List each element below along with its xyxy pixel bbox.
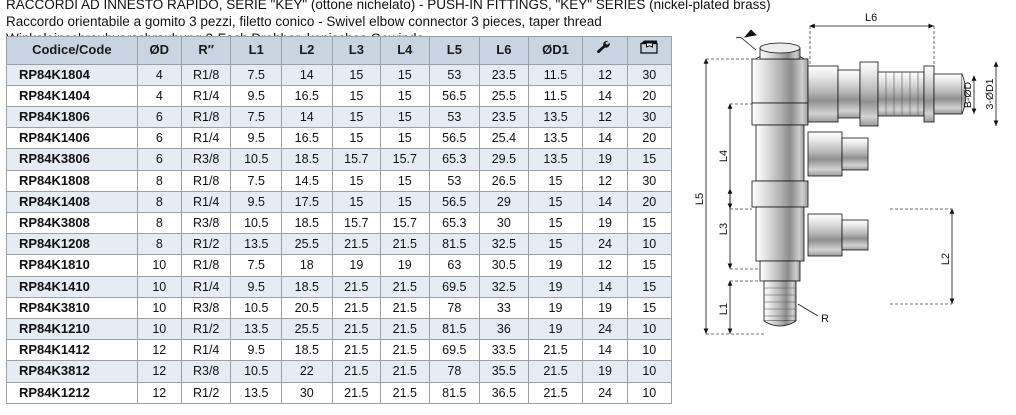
table-row [7, 85, 672, 106]
cell-l6: 23.5 [480, 106, 528, 127]
cell-l3: 15 [332, 64, 380, 85]
dim-label-od1: 3-ØD1 [984, 78, 996, 110]
cell-l2: 14.5 [282, 170, 333, 191]
cell-l5: 69.5 [429, 340, 480, 361]
col-header-l5: L5 [429, 37, 480, 65]
col-header-l4: L4 [381, 37, 429, 65]
cell-l4: 15.7 [381, 212, 429, 233]
cell-box: 30 [627, 106, 671, 127]
cell-wrench: 12 [583, 255, 627, 276]
table-row [7, 170, 672, 191]
cell-l4: 15 [381, 64, 429, 85]
cell-r: R3/8 [181, 361, 231, 382]
cell-od1: 21.5 [528, 340, 583, 361]
cell-l2: 18.5 [282, 149, 333, 170]
cell-box: 10 [627, 340, 671, 361]
table-row [7, 297, 672, 318]
cell-l5: 56.5 [429, 85, 480, 106]
cell-box: 10 [627, 382, 671, 403]
col-header-wrench [583, 37, 627, 65]
cell-code: RP84K3806 [7, 149, 138, 170]
table-row [7, 255, 672, 276]
cell-l5: 53 [429, 64, 480, 85]
cell-box: 15 [627, 276, 671, 297]
cell-box: 20 [627, 191, 671, 212]
cell-od1: 19 [528, 319, 583, 340]
cell-l4: 15 [381, 170, 429, 191]
cell-wrench: 14 [583, 340, 627, 361]
table-row [7, 319, 672, 340]
col-header-code: Codice/Code [7, 37, 138, 65]
cell-l5: 81.5 [429, 234, 480, 255]
cell-l5: 78 [429, 361, 480, 382]
cell-od: 8 [137, 234, 181, 255]
cell-l6: 36.5 [480, 382, 528, 403]
cell-l4: 15 [381, 128, 429, 149]
spec-table [6, 36, 672, 404]
dim-label-od: B-ØD [962, 81, 974, 109]
cell-box: 30 [627, 64, 671, 85]
cell-l4: 15 [381, 106, 429, 127]
cell-od: 6 [137, 149, 181, 170]
cell-wrench: 19 [583, 149, 627, 170]
cell-od1: 15 [528, 191, 583, 212]
cell-l1: 7.5 [231, 64, 282, 85]
cell-l3: 15.7 [332, 212, 380, 233]
cell-od1: 13.5 [528, 149, 583, 170]
cell-r: R1/2 [181, 382, 231, 403]
cell-r: R1/4 [181, 85, 231, 106]
cell-box: 15 [627, 297, 671, 318]
cell-r: R3/8 [181, 297, 231, 318]
cell-od1: 21.5 [528, 361, 583, 382]
heading-line-description: Raccordo orientabile a gomito 3 pezzi, filetto conico - Swivel elbow connector 3 pieces, taper thread [6, 14, 602, 29]
cell-l5: 65.3 [429, 149, 480, 170]
cell-l1: 10.5 [231, 149, 282, 170]
cell-l1: 13.5 [231, 319, 282, 340]
cell-l5: 81.5 [429, 382, 480, 403]
cell-l4: 21.5 [381, 234, 429, 255]
cell-l1: 7.5 [231, 106, 282, 127]
cell-l5: 78 [429, 297, 480, 318]
dim-label-l6: L6 [865, 12, 878, 24]
cell-l6: 26.5 [480, 170, 528, 191]
cell-box: 10 [627, 319, 671, 340]
cell-l6: 35.5 [480, 361, 528, 382]
table-row [7, 191, 672, 212]
cell-l1: 13.5 [231, 234, 282, 255]
cell-box: 15 [627, 149, 671, 170]
cell-l2: 18 [282, 255, 333, 276]
cell-code: RP84K3808 [7, 212, 138, 233]
table-row [7, 382, 672, 403]
drawing-svg [690, 4, 1012, 404]
cell-l3: 21.5 [332, 340, 380, 361]
cell-l6: 29.5 [480, 149, 528, 170]
cell-l6: 23.5 [480, 64, 528, 85]
cell-code: RP84K1810 [7, 255, 138, 276]
cell-code: RP84K3812 [7, 361, 138, 382]
cell-od1: 13.5 [528, 128, 583, 149]
cell-code: RP84K1404 [7, 85, 138, 106]
cell-l3: 21.5 [332, 319, 380, 340]
cell-r: R1/2 [181, 319, 231, 340]
cell-l2: 14 [282, 64, 333, 85]
cell-od1: 13.5 [528, 106, 583, 127]
cell-od1: 19 [528, 297, 583, 318]
cell-code: RP84K3810 [7, 297, 138, 318]
cell-l1: 10.5 [231, 361, 282, 382]
dim-label-l4: L4 [718, 149, 730, 163]
cell-l1: 9.5 [231, 128, 282, 149]
cell-l2: 17.5 [282, 191, 333, 212]
cell-l2: 16.5 [282, 85, 333, 106]
cell-wrench: 24 [583, 234, 627, 255]
table-row [7, 340, 672, 361]
cell-wrench: 12 [583, 106, 627, 127]
cell-l3: 15.7 [332, 149, 380, 170]
cell-l2: 22 [282, 361, 333, 382]
col-header-od: ØD [137, 37, 181, 65]
dim-label-r: R [821, 313, 829, 325]
cell-l2: 25.5 [282, 319, 333, 340]
dim-od1 [984, 62, 996, 126]
cell-l4: 15.7 [381, 149, 429, 170]
cell-l2: 14 [282, 106, 333, 127]
cell-od1: 11.5 [528, 85, 583, 106]
cell-r: R1/4 [181, 340, 231, 361]
cell-l5: 56.5 [429, 191, 480, 212]
cell-l5: 53 [429, 170, 480, 191]
cell-wrench: 19 [583, 212, 627, 233]
cell-l5: 69.5 [429, 276, 480, 297]
cell-box: 15 [627, 212, 671, 233]
cell-l5: 63 [429, 255, 480, 276]
cell-wrench: 14 [583, 276, 627, 297]
cell-od: 8 [137, 170, 181, 191]
cell-box: 15 [627, 255, 671, 276]
cell-wrench: 19 [583, 361, 627, 382]
table-row [7, 276, 672, 297]
cell-od: 8 [137, 212, 181, 233]
heading-line-italian-english: RACCORDI AD INNESTO RAPIDO, SERIE "KEY" (ottone nichelato) - PUSH-IN FITTINGS, "KEY" SERIES (nickel-plated brass) [6, 0, 771, 12]
cell-od: 8 [137, 191, 181, 212]
cell-l2: 30 [282, 382, 333, 403]
cell-l4: 21.5 [381, 340, 429, 361]
cell-od: 4 [137, 85, 181, 106]
cell-r: R1/8 [181, 106, 231, 127]
cell-wrench: 14 [583, 128, 627, 149]
cell-l4: 21.5 [381, 319, 429, 340]
cell-code: RP84K1208 [7, 234, 138, 255]
dim-label-l5: L5 [694, 192, 706, 206]
cell-l2: 18.5 [282, 212, 333, 233]
cell-l4: 21.5 [381, 297, 429, 318]
dim-label-l3: L3 [718, 222, 730, 236]
cell-wrench: 19 [583, 297, 627, 318]
cell-code: RP84K1806 [7, 106, 138, 127]
table-row [7, 64, 672, 85]
cell-od: 12 [137, 340, 181, 361]
col-header-l1: L1 [231, 37, 282, 65]
cell-r: R1/2 [181, 234, 231, 255]
cell-l5: 53 [429, 106, 480, 127]
cell-od1: 15 [528, 170, 583, 191]
cell-l6: 32.5 [480, 276, 528, 297]
cell-l6: 25.4 [480, 128, 528, 149]
cell-l5: 65.3 [429, 212, 480, 233]
cell-code: RP84K1406 [7, 128, 138, 149]
cell-l3: 21.5 [332, 234, 380, 255]
col-header-l3: L3 [332, 37, 380, 65]
cell-box: 10 [627, 234, 671, 255]
table-header-row [7, 37, 672, 65]
cell-l4: 15 [381, 85, 429, 106]
cell-l1: 7.5 [231, 255, 282, 276]
cell-l4: 19 [381, 255, 429, 276]
cell-l3: 15 [332, 106, 380, 127]
cell-od1: 15 [528, 234, 583, 255]
cell-r: R3/8 [181, 212, 231, 233]
cell-l5: 81.5 [429, 319, 480, 340]
cell-l6: 33 [480, 297, 528, 318]
cell-code: RP84K1210 [7, 319, 138, 340]
dim-l6 [810, 12, 934, 64]
cell-l3: 15 [332, 128, 380, 149]
cell-l2: 25.5 [282, 234, 333, 255]
cell-od1: 21.5 [528, 382, 583, 403]
cell-l6: 32.5 [480, 234, 528, 255]
col-header-r: R″ [181, 37, 231, 65]
cell-od: 10 [137, 297, 181, 318]
cell-l1: 13.5 [231, 382, 282, 403]
cell-wrench: 12 [583, 64, 627, 85]
dim-l2 [890, 209, 952, 304]
cell-od1: 11.5 [528, 64, 583, 85]
technical-drawing [690, 4, 1012, 404]
cell-l6: 29 [480, 191, 528, 212]
cell-l3: 15 [332, 85, 380, 106]
cell-code: RP84K1408 [7, 191, 138, 212]
cell-code: RP84K1212 [7, 382, 138, 403]
cell-l1: 9.5 [231, 276, 282, 297]
fitting-body [736, 30, 966, 326]
table-body [7, 64, 672, 403]
cell-r: R1/8 [181, 64, 231, 85]
dim-label-l2: L2 [940, 252, 952, 266]
cell-wrench: 14 [583, 85, 627, 106]
spec-table-wrapper [6, 36, 672, 404]
cell-l5: 56.5 [429, 128, 480, 149]
cell-l4: 21.5 [381, 361, 429, 382]
table-row [7, 128, 672, 149]
cell-r: R1/4 [181, 276, 231, 297]
cell-code: RP84K1410 [7, 276, 138, 297]
col-header-l2: L2 [282, 37, 333, 65]
cell-od: 12 [137, 361, 181, 382]
table-row [7, 212, 672, 233]
cell-l3: 19 [332, 255, 380, 276]
cell-l3: 15 [332, 170, 380, 191]
cell-box: 20 [627, 128, 671, 149]
cell-l1: 10.5 [231, 212, 282, 233]
cell-od1: 19 [528, 255, 583, 276]
cell-l6: 30.5 [480, 255, 528, 276]
cell-box: 20 [627, 85, 671, 106]
cell-wrench: 12 [583, 170, 627, 191]
cell-l6: 25.5 [480, 85, 528, 106]
cell-od1: 19 [528, 276, 583, 297]
cell-l6: 30 [480, 212, 528, 233]
cell-box: 10 [627, 361, 671, 382]
cell-r: R1/4 [181, 128, 231, 149]
cell-od: 4 [137, 64, 181, 85]
dim-l4 [718, 104, 752, 209]
cell-r: R1/4 [181, 191, 231, 212]
col-header-box [627, 37, 671, 65]
cell-wrench: 14 [583, 191, 627, 212]
cell-l1: 9.5 [231, 191, 282, 212]
cell-code: RP84K1808 [7, 170, 138, 191]
cell-od: 6 [137, 106, 181, 127]
table-row [7, 106, 672, 127]
cell-od1: 15 [528, 212, 583, 233]
cell-l2: 16.5 [282, 128, 333, 149]
cell-r: R1/8 [181, 255, 231, 276]
cell-od: 6 [137, 128, 181, 149]
dim-l1 [718, 281, 764, 334]
cell-l2: 20.5 [282, 297, 333, 318]
cell-od: 10 [137, 319, 181, 340]
table-row [7, 234, 672, 255]
table-row [7, 361, 672, 382]
cell-l2: 18.5 [282, 340, 333, 361]
cell-l4: 15 [381, 191, 429, 212]
cell-l3: 21.5 [332, 382, 380, 403]
cell-r: R3/8 [181, 149, 231, 170]
cell-l6: 36 [480, 319, 528, 340]
cell-code: RP84K1804 [7, 64, 138, 85]
callout-r [798, 304, 829, 325]
wrench-icon [595, 38, 615, 64]
col-header-l6: L6 [480, 37, 528, 65]
cell-wrench: 24 [583, 319, 627, 340]
box-icon [639, 38, 659, 64]
cell-l3: 21.5 [332, 361, 380, 382]
cell-l3: 15 [332, 191, 380, 212]
cell-l2: 18.5 [282, 276, 333, 297]
cell-code: RP84K1412 [7, 340, 138, 361]
dim-label-l1: L1 [718, 302, 730, 316]
cell-l1: 9.5 [231, 340, 282, 361]
table-row [7, 149, 672, 170]
cell-l4: 21.5 [381, 382, 429, 403]
cell-r: R1/8 [181, 170, 231, 191]
cell-l3: 21.5 [332, 297, 380, 318]
cell-l3: 21.5 [332, 276, 380, 297]
cell-wrench: 24 [583, 382, 627, 403]
cell-l4: 21.5 [381, 276, 429, 297]
cell-od: 12 [137, 382, 181, 403]
cell-od: 10 [137, 276, 181, 297]
col-header-od1: ØD1 [528, 37, 583, 65]
cell-l1: 7.5 [231, 170, 282, 191]
cell-od: 10 [137, 255, 181, 276]
cell-l6: 33.5 [480, 340, 528, 361]
cell-box: 30 [627, 170, 671, 191]
cell-l1: 9.5 [231, 85, 282, 106]
cell-l1: 10.5 [231, 297, 282, 318]
